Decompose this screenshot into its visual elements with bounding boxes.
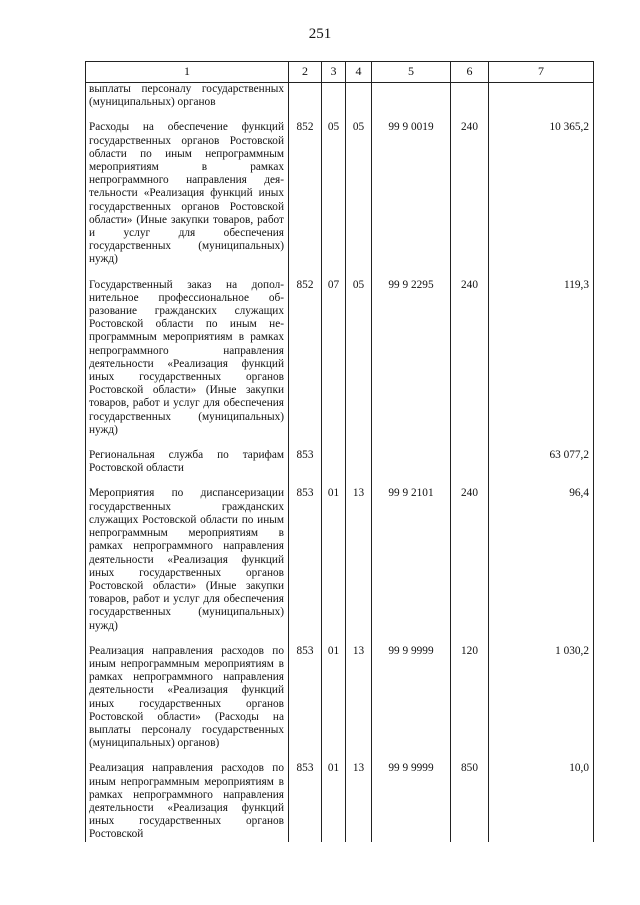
row-subsection-code bbox=[346, 83, 372, 110]
row-description: Расходы на обеспечение функций государственных органов Ростовской области по иным непрограммным мероприятиям в рамках непрограммного направления деятельности «Реализация функций иных государственных органов Ростовской области» (Иные закупки товаров, работ и услуг для обеспечения государственных (муниципальных) нужд) bbox=[86, 121, 289, 266]
row-target-article bbox=[372, 449, 451, 475]
row-subsection-code: 13 bbox=[346, 762, 372, 841]
row-expense-type bbox=[451, 83, 489, 110]
row-target-article: 99 9 9999 bbox=[372, 762, 451, 841]
row-section-code: 07 bbox=[322, 279, 346, 437]
row-expense-type: 120 bbox=[451, 645, 489, 751]
header-col-2: 2 bbox=[289, 62, 322, 83]
row-spacer bbox=[86, 109, 594, 121]
row-target-article: 99 9 0019 bbox=[372, 121, 451, 266]
header-col-5: 5 bbox=[372, 62, 451, 83]
row-description: выплаты персоналу государственных (муниципальных) органов bbox=[86, 83, 289, 110]
table-row bbox=[86, 762, 594, 841]
budget-table bbox=[85, 61, 594, 842]
row-subsection-code: 13 bbox=[346, 487, 372, 632]
row-target-article bbox=[372, 83, 451, 110]
header-col-7: 7 bbox=[489, 62, 594, 83]
row-spacer bbox=[86, 633, 594, 645]
row-amount: 10,0 bbox=[489, 762, 594, 841]
row-section-code bbox=[322, 449, 346, 475]
row-ministry-code: 853 bbox=[289, 449, 322, 475]
row-amount: 119,3 bbox=[489, 279, 594, 437]
header-row bbox=[86, 62, 594, 83]
row-amount: 63 077,2 bbox=[489, 449, 594, 475]
row-expense-type bbox=[451, 449, 489, 475]
row-description: Региональная служба по тарифам Ростовской области bbox=[86, 449, 289, 475]
row-section-code: 05 bbox=[322, 121, 346, 266]
header-col-4: 4 bbox=[346, 62, 372, 83]
row-ministry-code: 853 bbox=[289, 762, 322, 841]
table-row bbox=[86, 645, 594, 751]
row-expense-type: 240 bbox=[451, 279, 489, 437]
row-spacer bbox=[86, 437, 594, 449]
row-ministry-code: 852 bbox=[289, 121, 322, 266]
row-target-article: 99 9 2101 bbox=[372, 487, 451, 632]
table-row bbox=[86, 449, 594, 475]
row-ministry-code: 853 bbox=[289, 487, 322, 632]
row-expense-type: 240 bbox=[451, 487, 489, 632]
row-spacer bbox=[86, 750, 594, 762]
row-target-article: 99 9 2295 bbox=[372, 279, 451, 437]
row-spacer bbox=[86, 267, 594, 279]
header-col-6: 6 bbox=[451, 62, 489, 83]
page-number: 251 bbox=[308, 26, 332, 42]
row-subsection-code: 13 bbox=[346, 645, 372, 751]
row-amount bbox=[489, 83, 594, 110]
row-target-article: 99 9 9999 bbox=[372, 645, 451, 751]
row-amount: 96,4 bbox=[489, 487, 594, 632]
row-ministry-code: 852 bbox=[289, 279, 322, 437]
row-description: Реализация направления расходов по иным непрограммным мероприятиям в рамках непрограммного направления деятельности «Реализация функций иных государственных органов Ростовской bbox=[86, 762, 289, 841]
row-section-code: 01 bbox=[322, 487, 346, 632]
table-row bbox=[86, 279, 594, 437]
row-ministry-code: 853 bbox=[289, 645, 322, 751]
row-amount: 1 030,2 bbox=[489, 645, 594, 751]
row-description: Реализация направления расходов по иным непрограммным мероприятиям в рамках непрограммного направления деятельности «Реализация функций иных государственных органов Ростовской области» (Расходы на выплаты персоналу государственных (муниципальных) органов) bbox=[86, 645, 289, 751]
row-description: Мероприятия по диспансеризации государственных гражданских служащих Ростовской области по иным непрограммным мероприятиям в рамках непрограммного направления деятельности «Реализация функций иных государственных органов Ростовской области» (Иные закупки товаров, работ и услуг для обеспечения государственных (муниципальных) нужд) bbox=[86, 487, 289, 632]
table-row bbox=[86, 487, 594, 632]
header-col-3: 3 bbox=[322, 62, 346, 83]
table-row bbox=[86, 83, 594, 110]
row-section-code: 01 bbox=[322, 762, 346, 841]
header-col-1: 1 bbox=[86, 62, 289, 83]
row-subsection-code: 05 bbox=[346, 279, 372, 437]
row-amount: 10 365,2 bbox=[489, 121, 594, 266]
row-expense-type: 240 bbox=[451, 121, 489, 266]
row-subsection-code bbox=[346, 449, 372, 475]
row-section-code: 01 bbox=[322, 645, 346, 751]
row-spacer bbox=[86, 475, 594, 487]
table-row bbox=[86, 121, 594, 266]
row-subsection-code: 05 bbox=[346, 121, 372, 266]
row-section-code bbox=[322, 83, 346, 110]
row-description: Государственный заказ на дополнительное профессиональное образование гражданских служащих Ростовской области по иным непрограммным мероприятиям в рамках непрограммного направления деятельности «Реализация функций иных государственных органов Ростовской области» (Иные закупки товаров, работ и услуг для обеспечения государственных (муниципальных) нужд) bbox=[86, 279, 289, 437]
row-ministry-code bbox=[289, 83, 322, 110]
row-expense-type: 850 bbox=[451, 762, 489, 841]
